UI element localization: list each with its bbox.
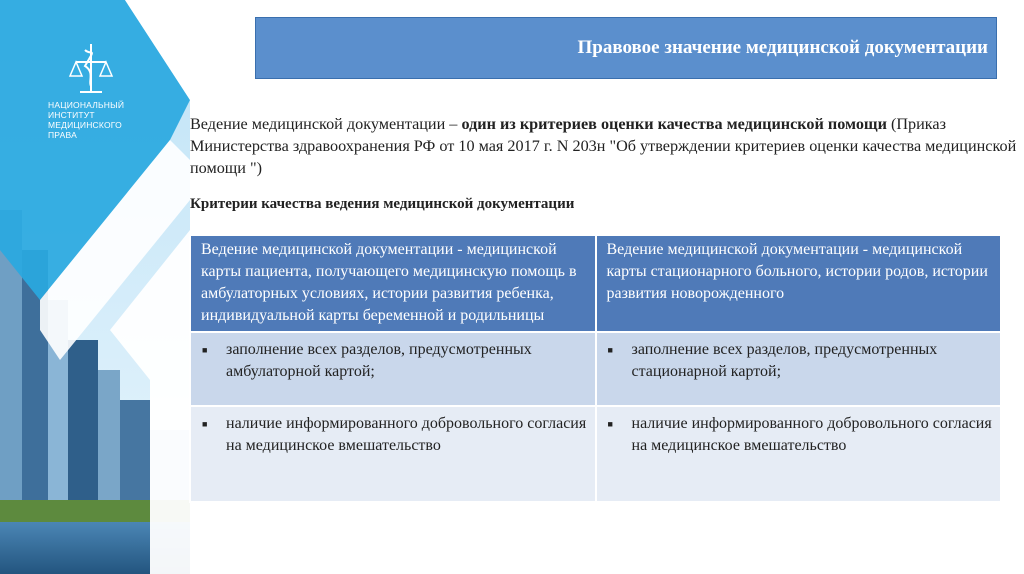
page-title-banner <box>255 17 997 79</box>
bullet-icon: ■ <box>202 345 208 355</box>
table-header-row <box>190 235 1001 332</box>
cell-text: наличие информированного добровольного согласия на медицинское вмешательство <box>226 415 587 454</box>
table-cell <box>596 406 1002 502</box>
column-header-inpatient: Ведение медицинской документации - медицинской карты стационарного больного, истории родов, истории развития новорожденного <box>596 235 1002 332</box>
institute-name: НАЦИОНАЛЬНЫЙ ИНСТИТУТ МЕДИЦИНСКОГО ПРАВА <box>48 100 125 140</box>
table-cell <box>190 332 596 406</box>
cell-text: наличие информированного добровольного согласия на медицинское вмешательство <box>631 415 992 454</box>
intro-emphasis: один из критериев оценки качества медицинской помощи <box>461 115 887 133</box>
criteria-subheading: Критерии качества ведения медицинской документации <box>190 196 575 212</box>
left-decor-panel <box>0 0 190 574</box>
institute-logo-icon <box>46 42 136 96</box>
table-cell <box>190 406 596 502</box>
table-row <box>190 332 1001 406</box>
bullet-icon: ■ <box>607 345 613 355</box>
intro-lead: Ведение медицинской документации – <box>190 115 462 133</box>
table-cell <box>596 332 1002 406</box>
column-header-outpatient: Ведение медицинской документации - медицинской карты пациента, получающего медицинскую помощь в амбулаторных условиях, истории развития ребенка, индивидуальной карты беременной и родильницы <box>190 235 596 332</box>
cell-text: заполнение всех разделов, предусмотренных стационарной картой; <box>631 341 938 380</box>
page-title: Правовое значение медицинской документации <box>577 37 988 58</box>
table-row <box>190 406 1001 502</box>
intro-paragraph <box>190 113 1020 179</box>
bullet-icon: ■ <box>202 419 208 429</box>
cell-text: заполнение всех разделов, предусмотренных амбулаторной картой; <box>226 341 532 380</box>
intro-rest: (Приказ Министерства здравоохранения РФ от 10 мая 2017 г. N 203н "Об утверждении критериев оценки качества медицинской помощи ") <box>190 115 1017 177</box>
bullet-icon: ■ <box>607 419 613 429</box>
criteria-table <box>189 234 1002 503</box>
